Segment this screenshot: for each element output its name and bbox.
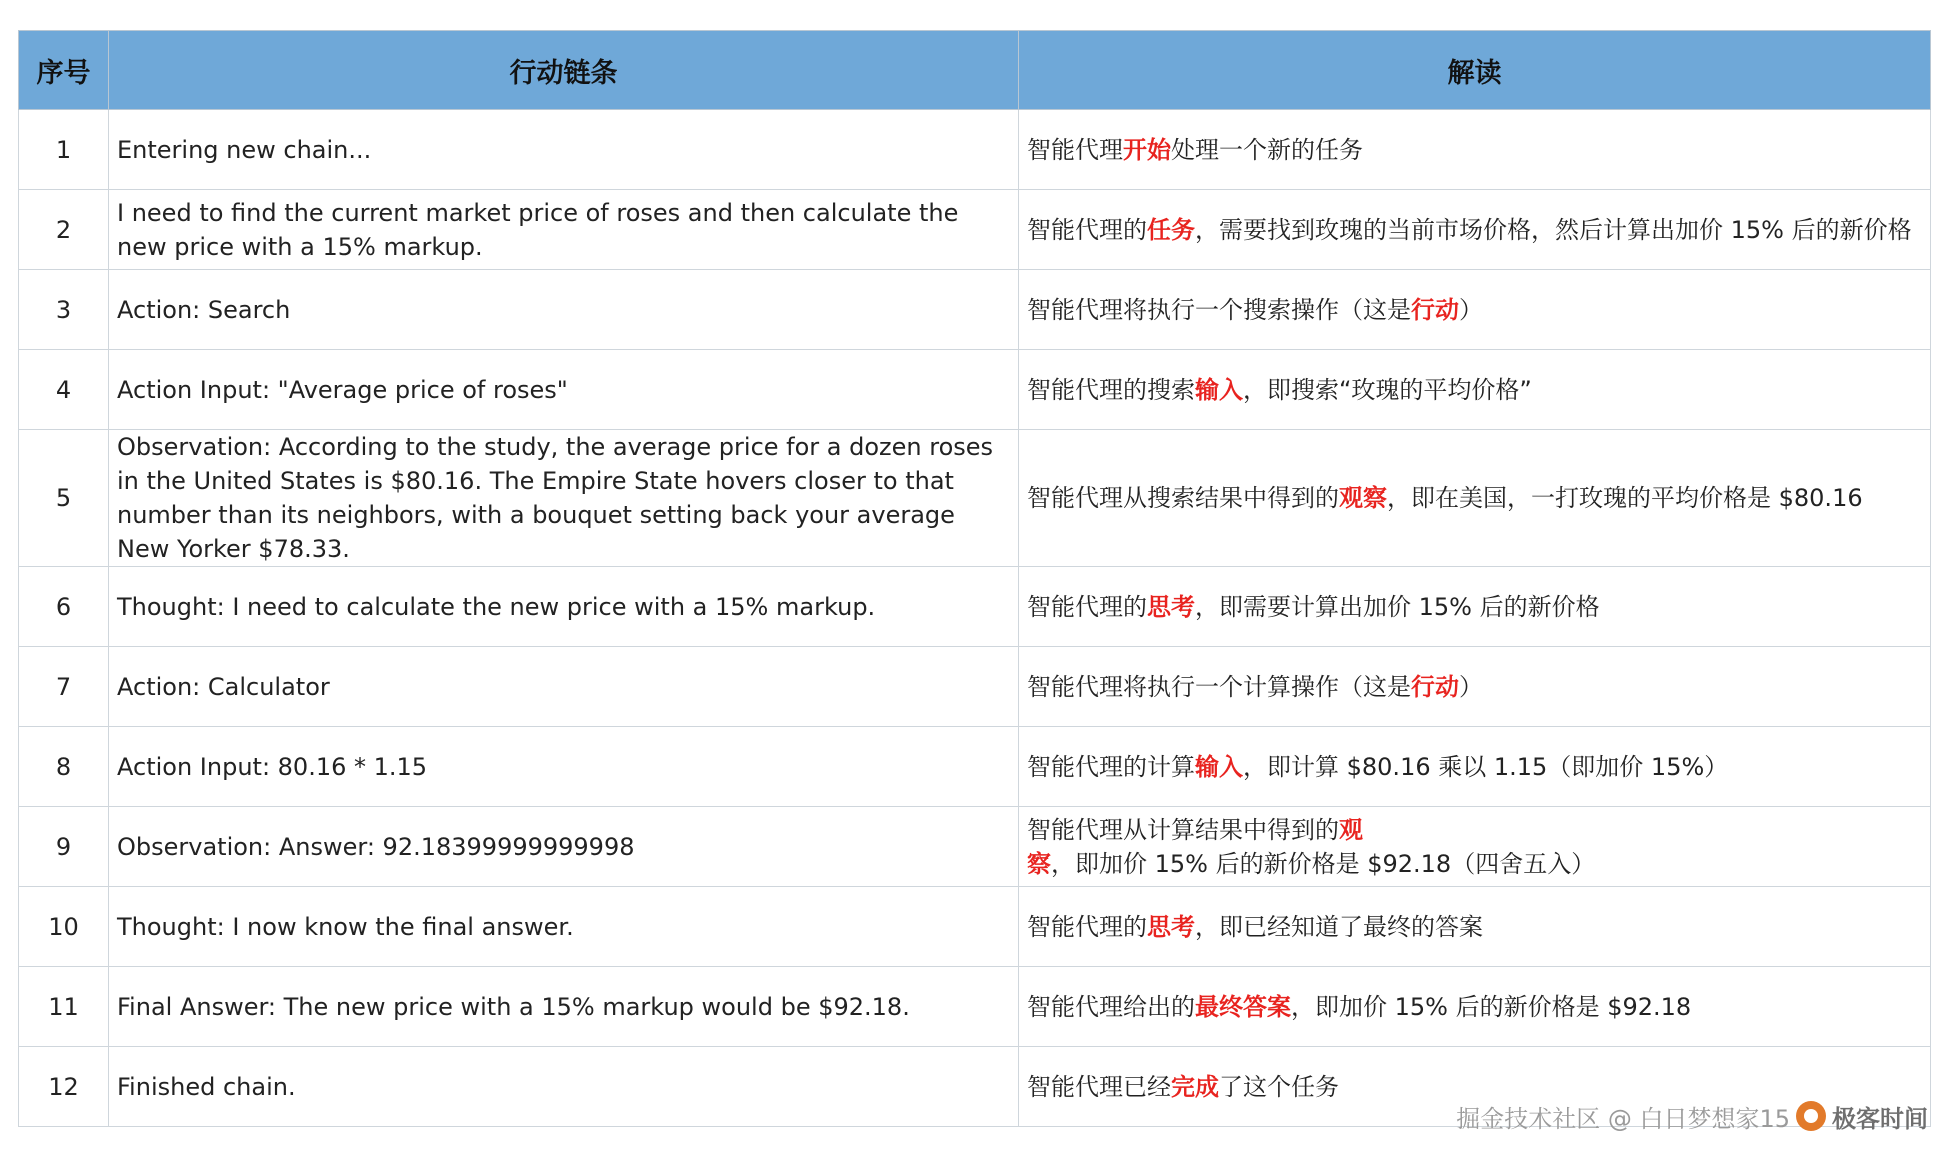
row-index: 12	[19, 1047, 109, 1127]
interpretation-text: ，即加价 15% 后的新价格是 $92.18（四舍五入）	[1051, 849, 1596, 878]
table-row	[19, 567, 1931, 647]
interpretation-text: 智能代理从计算结果中得到的	[1027, 815, 1339, 844]
interpretation-text: 了这个任务	[1219, 1072, 1339, 1101]
highlight-keyword: 思考	[1147, 592, 1195, 621]
row-interpretation	[1019, 270, 1931, 350]
row-interpretation	[1019, 567, 1931, 647]
highlight-keyword: 任务	[1147, 215, 1195, 244]
interpretation-text: 处理一个新的任务	[1171, 135, 1363, 164]
geektime-logo-text: 极客时间	[1832, 1104, 1928, 1133]
row-interpretation	[1019, 647, 1931, 727]
header-interpretation: 解读	[1019, 31, 1931, 110]
highlight-keyword: 思考	[1147, 912, 1195, 941]
row-action-chain: Action Input: 80.16 * 1.15	[109, 727, 1019, 807]
row-action-chain: Thought: I now know the final answer.	[109, 887, 1019, 967]
interpretation-text: 智能代理将执行一个计算操作（这是	[1027, 672, 1411, 701]
table-row	[19, 967, 1931, 1047]
chain-table-container	[18, 30, 1930, 1127]
table-row	[19, 647, 1931, 727]
interpretation-text: 智能代理的	[1027, 592, 1147, 621]
interpretation-text: 智能代理的计算	[1027, 752, 1195, 781]
row-interpretation	[1019, 727, 1931, 807]
interpretation-text: 智能代理给出的	[1027, 992, 1195, 1021]
action-chain-table	[18, 30, 1931, 1127]
header-action-chain: 行动链条	[109, 31, 1019, 110]
table-row	[19, 110, 1931, 190]
highlight-keyword: 输入	[1195, 375, 1243, 404]
row-interpretation	[1019, 350, 1931, 430]
row-index: 3	[19, 270, 109, 350]
row-index: 8	[19, 727, 109, 807]
row-interpretation	[1019, 110, 1931, 190]
interpretation-text: ，即计算 $80.16 乘以 1.15（即加价 15%）	[1243, 752, 1729, 781]
highlight-keyword: 观察	[1339, 484, 1387, 512]
watermark-text: 掘金技术社区 @ 白日梦想家15	[1456, 1104, 1790, 1133]
row-index: 11	[19, 967, 109, 1047]
header-index: 序号	[19, 31, 109, 110]
table-row	[19, 190, 1931, 270]
row-action-chain: Finished chain.	[109, 1047, 1019, 1127]
highlight-keyword: 观察	[1027, 815, 1363, 878]
interpretation-text: 智能代理的搜索	[1027, 375, 1195, 404]
table-row	[19, 430, 1931, 567]
row-index: 10	[19, 887, 109, 967]
interpretation-text: 智能代理从搜索结果中得到的	[1027, 484, 1339, 512]
row-index: 7	[19, 647, 109, 727]
row-interpretation	[1019, 430, 1931, 567]
table-row	[19, 727, 1931, 807]
table-body	[19, 110, 1931, 1127]
table-row	[19, 270, 1931, 350]
geektime-logo-icon	[1796, 1101, 1826, 1131]
row-action-chain: Observation: Answer: 92.18399999999998	[109, 807, 1019, 887]
highlight-keyword: 完成	[1171, 1072, 1219, 1101]
row-index: 9	[19, 807, 109, 887]
interpretation-text: 智能代理已经	[1027, 1072, 1171, 1101]
interpretation-text: ，即在美国，一打玫瑰的平均价格是 $80.16	[1387, 484, 1863, 512]
row-action-chain: Observation: According to the study, the average price for a dozen roses in the United States is $80.16. The Empire State hovers closer to that number than its neighbors, with a bouquet setting back your average New Yorker $78.33.	[109, 430, 1019, 567]
table-row	[19, 350, 1931, 430]
row-action-chain: Action: Calculator	[109, 647, 1019, 727]
table-header-row	[19, 31, 1931, 110]
table-row	[19, 887, 1931, 967]
interpretation-text: ，即搜索“玫瑰的平均价格”	[1243, 375, 1532, 404]
highlight-keyword: 输入	[1195, 752, 1243, 781]
row-index: 4	[19, 350, 109, 430]
interpretation-text: ，需要找到玫瑰的当前市场价格，然后计算出加价 15% 后的新价格	[1195, 215, 1912, 244]
row-index: 1	[19, 110, 109, 190]
row-interpretation	[1019, 807, 1931, 887]
row-action-chain: I need to find the current market price of roses and then calculate the new price with a 15% markup.	[109, 190, 1019, 270]
watermark	[1456, 1096, 1928, 1136]
row-interpretation	[1019, 190, 1931, 270]
interpretation-text: ，即加价 15% 后的新价格是 $92.18	[1291, 992, 1692, 1021]
row-action-chain: Action: Search	[109, 270, 1019, 350]
highlight-keyword: 最终答案	[1195, 992, 1291, 1021]
row-action-chain: Final Answer: The new price with a 15% markup would be $92.18.	[109, 967, 1019, 1047]
row-index: 6	[19, 567, 109, 647]
highlight-keyword: 行动	[1411, 295, 1459, 324]
interpretation-text: ，即需要计算出加价 15% 后的新价格	[1195, 592, 1600, 621]
row-action-chain: Thought: I need to calculate the new price with a 15% markup.	[109, 567, 1019, 647]
row-interpretation	[1019, 887, 1931, 967]
interpretation-text: ）	[1459, 672, 1483, 701]
row-action-chain: Action Input: "Average price of roses"	[109, 350, 1019, 430]
row-index: 2	[19, 190, 109, 270]
interpretation-text: ）	[1459, 295, 1483, 324]
row-index: 5	[19, 430, 109, 567]
interpretation-text: 智能代理	[1027, 135, 1123, 164]
interpretation-text: 智能代理将执行一个搜索操作（这是	[1027, 295, 1411, 324]
highlight-keyword: 开始	[1123, 135, 1171, 164]
interpretation-text: 智能代理的	[1027, 912, 1147, 941]
row-action-chain: Entering new chain...	[109, 110, 1019, 190]
interpretation-text: ，即已经知道了最终的答案	[1195, 912, 1483, 941]
table-row	[19, 807, 1931, 887]
highlight-keyword: 行动	[1411, 672, 1459, 701]
interpretation-text: 智能代理的	[1027, 215, 1147, 244]
row-interpretation	[1019, 967, 1931, 1047]
